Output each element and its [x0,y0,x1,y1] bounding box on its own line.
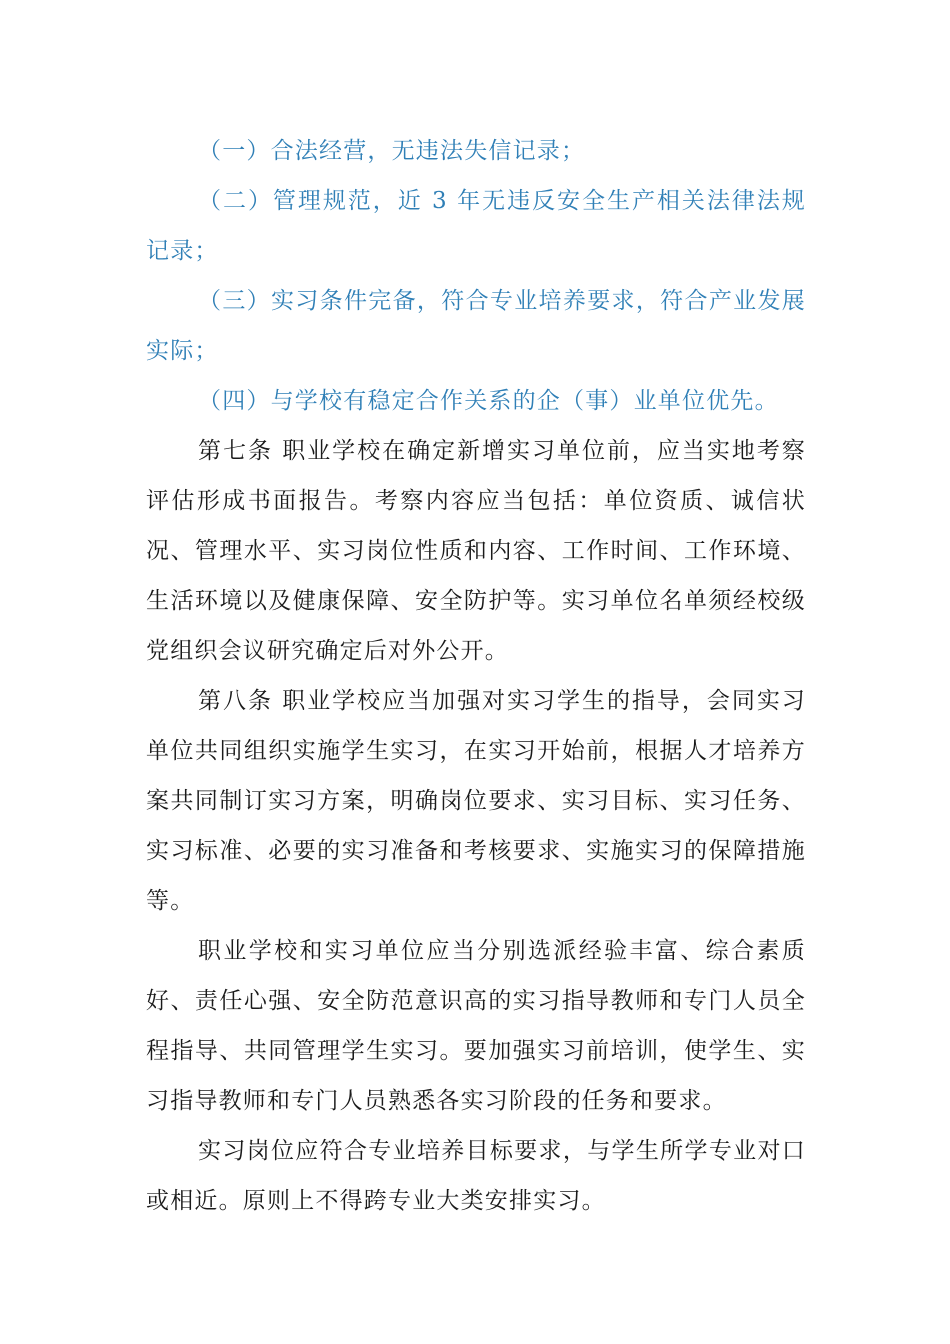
criterion-item-4: （四）与学校有稳定合作关系的企（事）业单位优先。 [198,388,779,414]
criterion-item-3: （三）实习条件完备，符合专业培养要求，符合产业发展实际； [146,288,806,364]
article-8-paragraph: 第八条 职业学校应当加强对实习学生的指导，会同实习单位共同组织实施学生实习，在实习开始前，根据人才培养方案共同制订实习方案，明确岗位要求、实习目标、实习任务、实习标准、必要的实习准备和考核要求、实施实习的保障措施等。 [146,688,806,914]
article-7-paragraph: 第七条 职业学校在确定新增实习单位前，应当实地考察评估形成书面报告。考察内容应当包括：单位资质、诚信状况、管理水平、实习岗位性质和内容、工作时间、工作环境、生活环境以及健康保障、安全防护等。实习单位名单须经校级党组织会议研究确定后对外公开。 [146,438,806,664]
article-8-positions-paragraph: 实习岗位应符合专业培养目标要求，与学生所学专业对口或相近。原则上不得跨专业大类安排实习。 [146,1138,806,1214]
criterion-item-2: （二）管理规范，近 3 年无违反安全生产相关法律法规记录； [146,188,806,264]
criterion-item-1: （一）合法经营，无违法失信记录； [198,138,586,164]
document-body [146,126,806,1226]
article-8-instructors-paragraph: 职业学校和实习单位应当分别选派经验丰富、综合素质好、责任心强、安全防范意识高的实习指导教师和专门人员全程指导、共同管理学生实习。要加强实习前培训，使学生、实习指导教师和专门人员熟悉各实习阶段的任务和要求。 [146,938,806,1114]
